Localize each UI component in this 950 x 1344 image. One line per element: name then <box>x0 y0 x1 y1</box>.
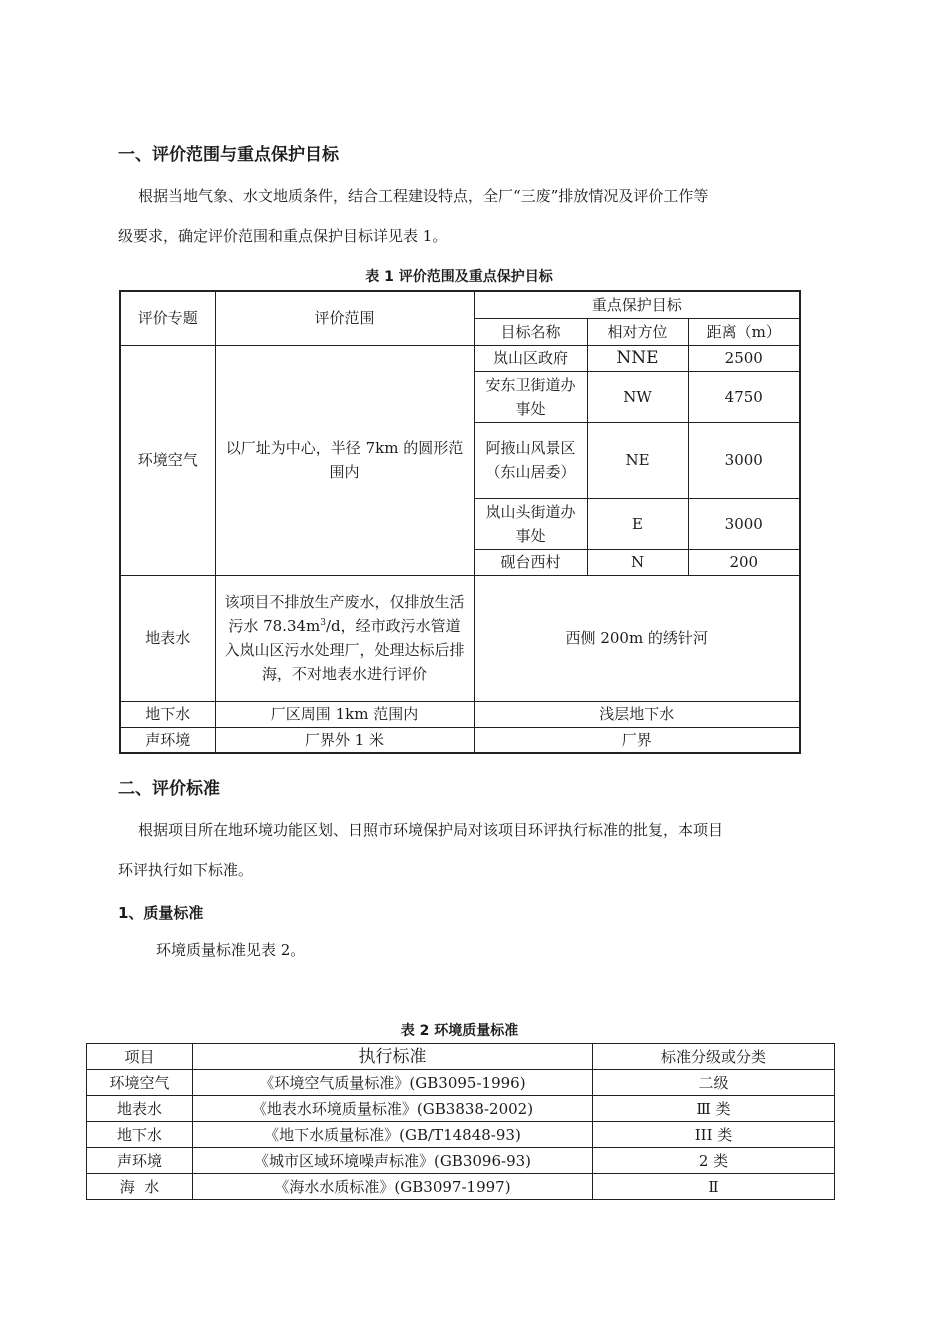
table1-noise-topic: 声环境 <box>120 727 215 753</box>
table2-item: 环境空气 <box>87 1070 193 1096</box>
table2-header-grade: 标准分级或分类 <box>593 1044 835 1070</box>
table-row <box>87 1070 835 1096</box>
table2-standard: 《地下水质量标准》(GB/T14848-93) <box>193 1122 593 1148</box>
quality-standard-paragraph: 环境质量标准见表 2。 <box>156 941 306 959</box>
table1-air-direction: NE <box>587 422 688 498</box>
table1-header-direction: 相对方位 <box>587 318 688 345</box>
table2-standard: 《海水水质标准》(GB3097-1997) <box>193 1174 593 1200</box>
table1-air-name: 安东卫街道办事处 <box>474 371 587 422</box>
table1-air-direction: NW <box>587 371 688 422</box>
table1-air-direction: NNE <box>587 345 688 371</box>
table2-standard: 《环境空气质量标准》(GB3095-1996) <box>193 1070 593 1096</box>
table1-ground-topic: 地下水 <box>120 701 215 727</box>
table1-air-direction: E <box>587 498 688 549</box>
table1-header-name: 目标名称 <box>474 318 587 345</box>
table1-air-topic: 环境空气 <box>120 345 215 575</box>
table1-header-distance: 距离（m） <box>688 318 800 345</box>
table1-surface-scope: 该项目不排放生产废水，仅排放生活污水 $78.34m^3/d$，经市政污水管道入岚山区污水处理厂，处理达标后排海，不对地表水进行评价 <box>215 575 474 701</box>
table1-header-scope: 评价范围 <box>215 291 474 345</box>
table1-air-distance: 3000 <box>688 498 800 549</box>
table2-grade: III 类 <box>593 1122 835 1148</box>
table1-air-distance: 200 <box>688 549 800 575</box>
table1-air-distance: 4750 <box>688 371 800 422</box>
table2-item: 地下水 <box>87 1122 193 1148</box>
table1-surface-target: 西侧 200m 的绣针河 <box>474 575 800 701</box>
table2-header-item: 项目 <box>87 1044 193 1070</box>
table1-header-targets: 重点保护目标 <box>474 291 800 318</box>
table2 <box>86 1043 835 1200</box>
table-row <box>87 1148 835 1174</box>
table1-header-topic: 评价专题 <box>120 291 215 345</box>
table2-grade: Ⅲ 类 <box>593 1096 835 1122</box>
table1-air-scope: 以厂址为中心，半径 7km 的圆形范围内 <box>215 345 474 575</box>
table-row <box>120 701 800 727</box>
table1-ground-scope: 厂区周围 1km 范围内 <box>215 701 474 727</box>
section2-paragraph-line1: 根据项目所在地环境功能区划、日照市环境保护局对该项目环评执行标准的批复，本项目 <box>138 821 724 839</box>
table1-air-name: 砚台西村 <box>474 549 587 575</box>
table-row <box>120 727 800 753</box>
table1-noise-scope: 厂界外 1 米 <box>215 727 474 753</box>
table1-air-name: 岚山区政府 <box>474 345 587 371</box>
table-row <box>120 575 800 701</box>
table1-air-name: 岚山头街道办事处 <box>474 498 587 549</box>
table1-caption: 表 1 评价范围及重点保护目标 <box>365 269 553 285</box>
table2-standard: 《地表水环境质量标准》(GB3838-2002) <box>193 1096 593 1122</box>
table1-air-direction: N <box>587 549 688 575</box>
table2-item: 地表水 <box>87 1096 193 1122</box>
table2-caption: 表 2 环境质量标准 <box>400 1023 519 1039</box>
section1-paragraph-line2: 级要求，确定评价范围和重点保护目标详见表 1。 <box>118 227 448 245</box>
section1-paragraph-line1: 根据当地气象、水文地质条件，结合工程建设特点，全厂“三废”排放情况及评价工作等 <box>138 187 709 205</box>
table-row <box>120 345 800 371</box>
table2-item: 声环境 <box>87 1148 193 1174</box>
table1-air-distance: 2500 <box>688 345 800 371</box>
table-row <box>87 1122 835 1148</box>
table2-grade: Ⅱ <box>593 1174 835 1200</box>
section1-heading: 一、评价范围与重点保护目标 <box>118 145 339 165</box>
section2-paragraph-line2: 环评执行如下标准。 <box>118 861 254 879</box>
quality-standard-heading: 1、质量标准 <box>118 904 204 922</box>
table1-surface-topic: 地表水 <box>120 575 215 701</box>
table1-noise-target: 厂界 <box>474 727 800 753</box>
table2-item: 海 水 <box>87 1174 193 1200</box>
table1-air-name: 阿掖山风景区（东山居委） <box>474 422 587 498</box>
table2-grade: 2 类 <box>593 1148 835 1174</box>
table-row <box>87 1096 835 1122</box>
table1-air-distance: 3000 <box>688 422 800 498</box>
table2-grade: 二级 <box>593 1070 835 1096</box>
table2-header-standard: 执行标准 <box>193 1044 593 1070</box>
table1-ground-target: 浅层地下水 <box>474 701 800 727</box>
table1 <box>119 290 801 754</box>
table2-standard: 《城市区域环境噪声标准》(GB3096-93) <box>193 1148 593 1174</box>
table-row <box>87 1174 835 1200</box>
section2-heading: 二、评价标准 <box>118 779 220 799</box>
